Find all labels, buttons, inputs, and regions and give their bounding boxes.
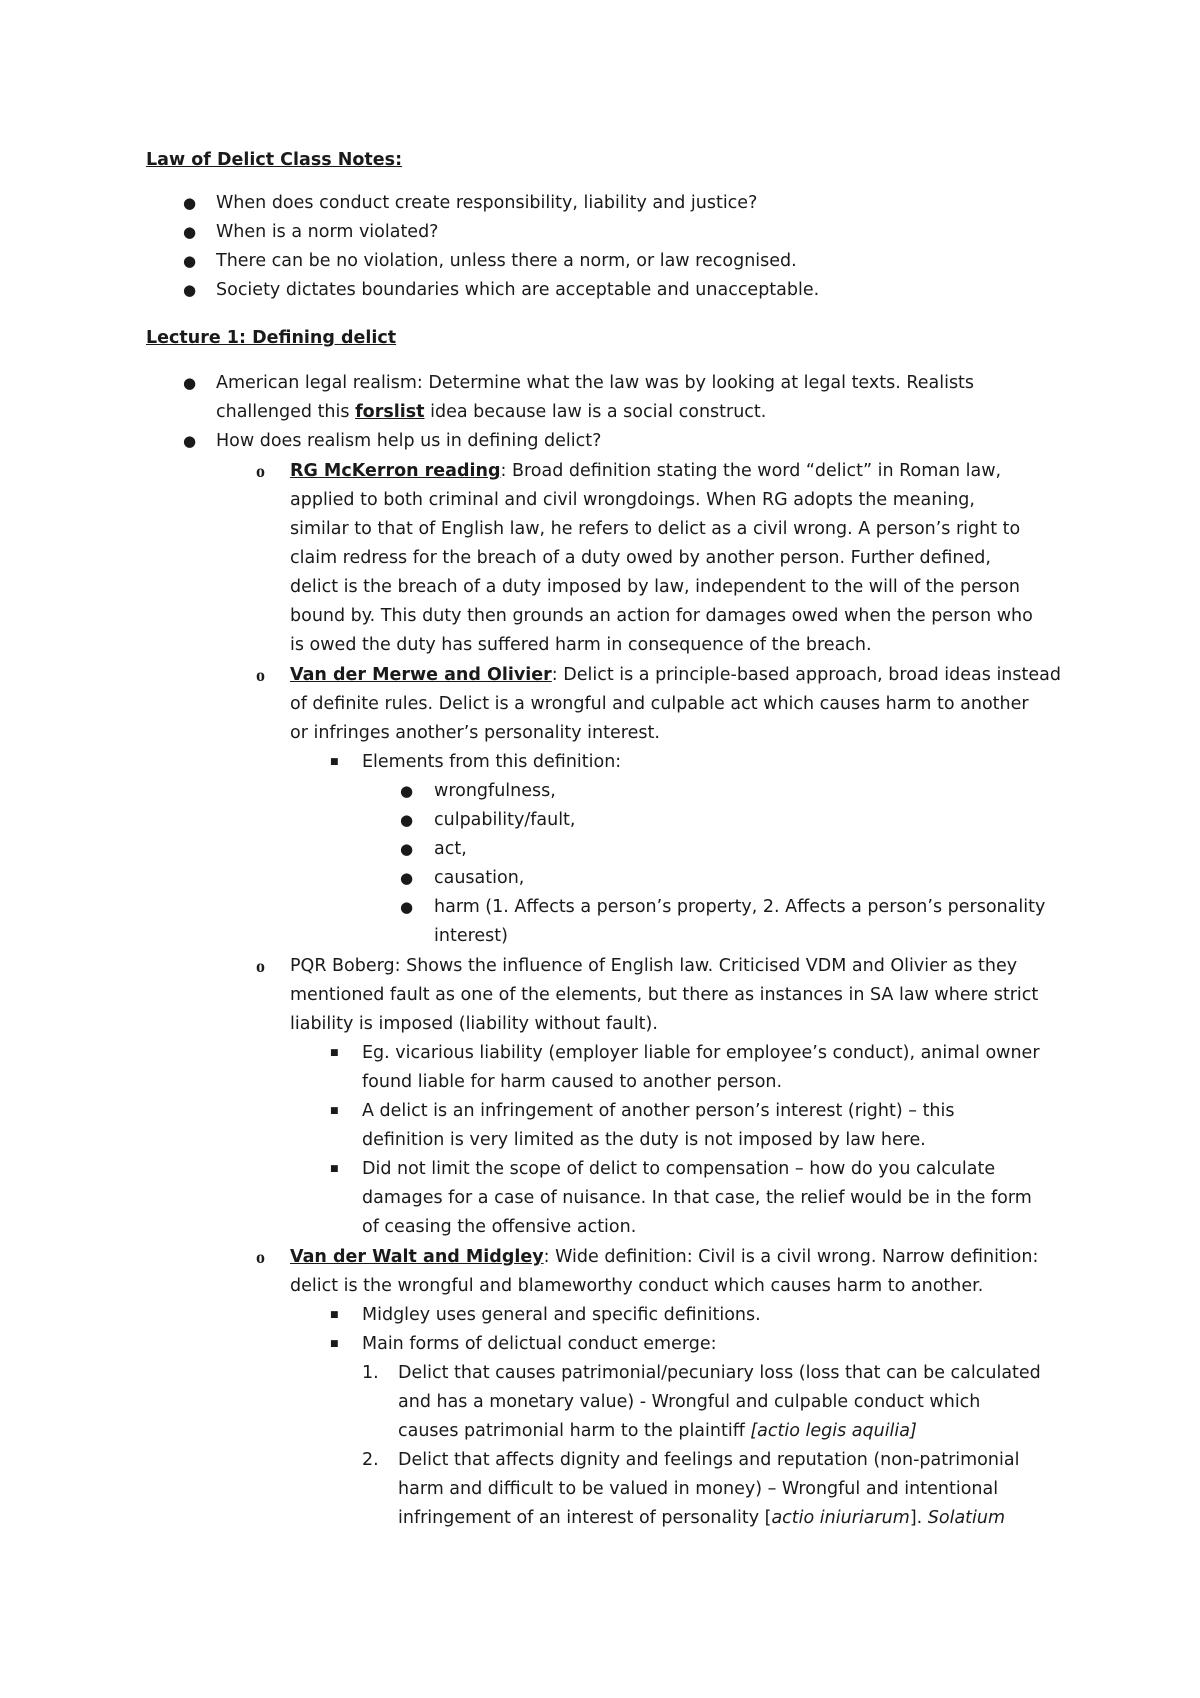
element-act: act, (434, 839, 467, 859)
bullet-icon: ● (183, 223, 197, 241)
pqr-sub1-line-1: Eg. vicarious liability (employer liable for employee’s conduct), animal owner (362, 1043, 1040, 1063)
form-2-line-3 (398, 1507, 1005, 1529)
circle-bullet-icon: o (256, 1247, 265, 1267)
text-span: challenged this (216, 402, 356, 422)
realism-question: How does realism help us in defining delict? (216, 431, 602, 451)
text-span: idea because law is a social construct. (424, 402, 767, 422)
bullet-icon: ● (400, 898, 414, 916)
pqr-sub3-line-1: Did not limit the scope of delict to compensation – how do you calculate (362, 1159, 996, 1179)
pqr-sub1-line-2: found liable for harm caused to another person. (362, 1072, 783, 1092)
actio-legis-aquilia: [actio legis aquilia] (750, 1421, 917, 1441)
element-causation: causation, (434, 868, 525, 888)
element-wrongfulness: wrongfulness, (434, 781, 556, 801)
bullet-icon: ● (400, 782, 414, 800)
element-harm-line-1: harm (1. Affects a person’s property, 2. Affects a person’s personality (434, 897, 1046, 917)
text-span: : Delict is a principle-based approach, broad ideas instead (551, 665, 1061, 685)
element-culpability: culpability/fault, (434, 810, 576, 830)
mckerron-line-5: delict is the breach of a duty imposed by law, independent to the will of the person (290, 577, 1020, 597)
mckerron-line-3: similar to that of English law, he refers to delict as a civil wrong. A person’s right to (290, 519, 1021, 539)
text-span: : Wide definition: Civil is a civil wrong. Narrow definition: (543, 1247, 1039, 1267)
document-title: Law of Delict Class Notes: (146, 150, 403, 170)
circle-bullet-icon: o (256, 956, 265, 976)
bullet-icon: ● (183, 194, 197, 212)
form-1-line-3 (398, 1420, 917, 1442)
form-2-line-2: harm and difficult to be valued in money) – Wrongful and intentional (398, 1479, 999, 1499)
square-bullet-icon: ■ (330, 1048, 339, 1058)
lecture-heading: Lecture 1: Defining delict (146, 328, 397, 348)
vdw-sub-1: Midgley uses general and specific definitions. (362, 1305, 761, 1325)
vdm-line-2: of definite rules. Delict is a wrongful and culpable act which causes harm to another (290, 694, 1029, 714)
vdm-line-3: or infringes another’s personality interest. (290, 723, 660, 743)
intro-bullet-4: Society dictates boundaries which are acceptable and unacceptable. (216, 280, 820, 300)
bullet-icon: ● (183, 432, 197, 450)
vdw-name: Van der Walt and Midgley (290, 1247, 544, 1267)
mckerron-line-7: is owed the duty has suffered harm in consequence of the breach. (290, 635, 872, 655)
vdm-name: Van der Merwe and Olivier (290, 665, 552, 685)
mckerron-line-2: applied to both criminal and civil wrongdoings. When RG adopts the meaning, (290, 490, 975, 510)
numbered-marker-2: 2. (362, 1450, 379, 1470)
square-bullet-icon: ■ (330, 757, 339, 767)
bullet-icon: ● (400, 811, 414, 829)
forslist-term: forslist (355, 402, 425, 422)
circle-bullet-icon: o (256, 461, 265, 481)
intro-bullet-1: When does conduct create responsibility, liability and justice? (216, 193, 758, 213)
form-1-line-1: Delict that causes patrimonial/pecuniary loss (loss that can be calculated (398, 1363, 1041, 1383)
mckerron-line-6: bound by. This duty then grounds an action for damages owed when the person who (290, 606, 1033, 626)
mckerron-line-1 (290, 460, 1001, 482)
circle-bullet-icon: o (256, 665, 265, 685)
text-span: infringement of an interest of personality [ (398, 1508, 772, 1528)
realism-line-1: American legal realism: Determine what the law was by looking at legal texts. Realists (216, 373, 975, 393)
vdw-line-1 (290, 1246, 1038, 1268)
square-bullet-icon: ■ (330, 1339, 339, 1349)
intro-bullet-2: When is a norm violated? (216, 222, 439, 242)
pqr-sub2-line-1: A delict is an infringement of another person’s interest (right) – this (362, 1101, 955, 1121)
text-span: : Broad definition stating the word “delict” in Roman law, (500, 461, 1002, 481)
pqr-line-1: PQR Boberg: Shows the influence of English law. Criticised VDM and Olivier as they (290, 956, 1018, 976)
solatium: Solatium (927, 1508, 1006, 1528)
bullet-icon: ● (400, 840, 414, 858)
pqr-sub3-line-3: of ceasing the offensive action. (362, 1217, 637, 1237)
text-span: ]. (909, 1508, 928, 1528)
pqr-sub2-line-2: definition is very limited as the duty is not imposed by law here. (362, 1130, 926, 1150)
square-bullet-icon: ■ (330, 1106, 339, 1116)
realism-line-2 (216, 401, 766, 423)
intro-bullet-3: There can be no violation, unless there a norm, or law recognised. (216, 251, 797, 271)
actio-iniuriarum: actio iniuriarum (771, 1508, 910, 1528)
mckerron-name: RG McKerron reading (290, 461, 501, 481)
pqr-line-3: liability is imposed (liability without fault). (290, 1014, 658, 1034)
element-harm-line-2: interest) (434, 926, 508, 946)
bullet-icon: ● (183, 281, 197, 299)
numbered-marker-1: 1. (362, 1363, 379, 1383)
vdw-sub-2: Main forms of delictual conduct emerge: (362, 1334, 717, 1354)
bullet-icon: ● (183, 374, 197, 392)
vdm-elements-heading: Elements from this definition: (362, 752, 622, 772)
vdm-line-1 (290, 664, 1061, 686)
vdw-line-2: delict is the wrongful and blameworthy conduct which causes harm to another. (290, 1276, 984, 1296)
text-span: causes patrimonial harm to the plaintiff (398, 1421, 751, 1441)
bullet-icon: ● (400, 869, 414, 887)
pqr-line-2: mentioned fault as one of the elements, but there as instances in SA law where strict (290, 985, 1039, 1005)
form-2-line-1: Delict that affects dignity and feelings and reputation (non-patrimonial (398, 1450, 1020, 1470)
bullet-icon: ● (183, 252, 197, 270)
square-bullet-icon: ■ (330, 1164, 339, 1174)
square-bullet-icon: ■ (330, 1310, 339, 1320)
pqr-sub3-line-2: damages for a case of nuisance. In that case, the relief would be in the form (362, 1188, 1032, 1208)
mckerron-line-4: claim redress for the breach of a duty owed by another person. Further defined, (290, 548, 991, 568)
form-1-line-2: and has a monetary value) - Wrongful and culpable conduct which (398, 1392, 981, 1412)
